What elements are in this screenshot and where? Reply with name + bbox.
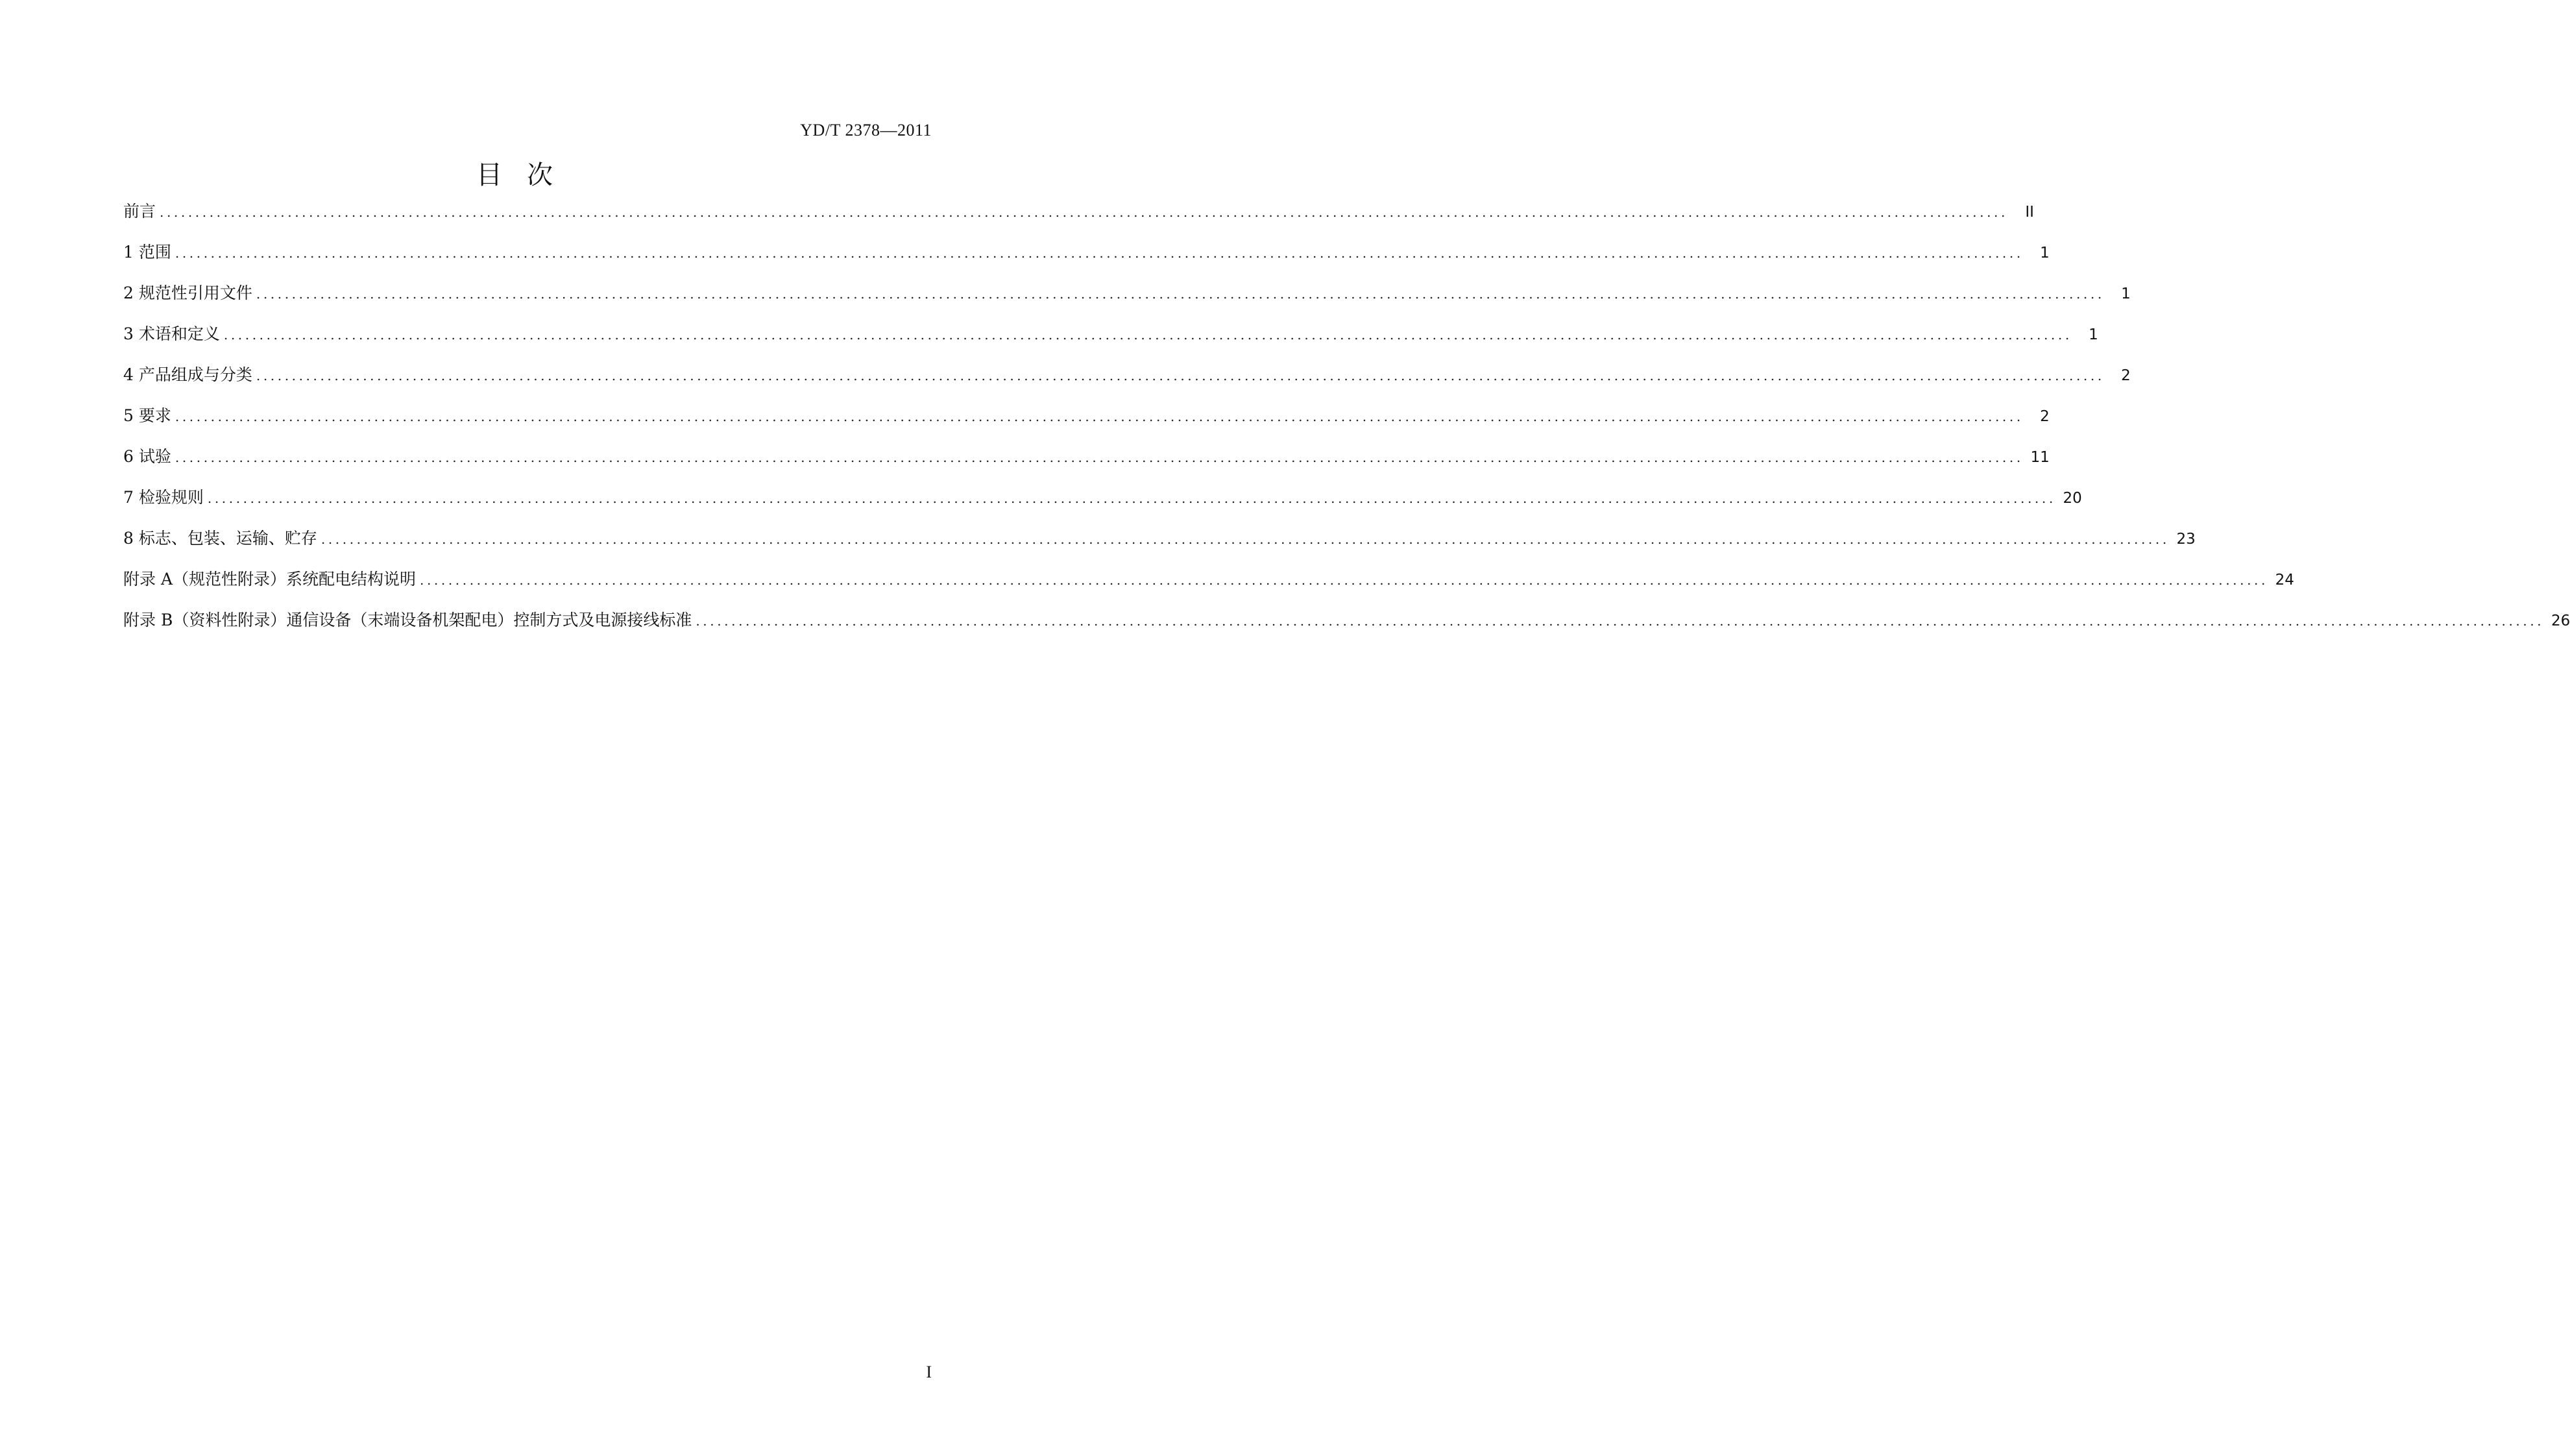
toc-entry-label: 前言: [123, 202, 156, 221]
toc-entry-marking-packaging[interactable]: [123, 526, 2196, 566]
toc-entry-tests[interactable]: [123, 444, 2050, 485]
toc-entry-label: 2 规范性引用文件: [123, 284, 252, 302]
toc-leader-dots: ....................................................................................................................................................................................................................................................................: [420, 572, 2268, 588]
toc-entry-label: 7 检验规则: [123, 488, 204, 507]
toc-entry-page: 11: [2030, 449, 2050, 466]
toc-leader-dots: ....................................................................................................................................................................................................................................................................: [256, 286, 2105, 302]
toc-entry-page: 2: [2040, 408, 2050, 425]
toc-leader-dots: ....................................................................................................................................................................................................................................................................: [321, 531, 2170, 547]
toc-leader-dots: ....................................................................................................................................................................................................................................................................: [223, 327, 2072, 343]
toc-entry-page: II: [2025, 204, 2034, 221]
toc-entry-normative-references[interactable]: [123, 280, 2131, 321]
toc-leader-dots: ....................................................................................................................................................................................................................................................................: [175, 450, 2024, 465]
toc-entry-page: 1: [2040, 245, 2050, 261]
toc-entry-product-composition[interactable]: [123, 362, 2131, 403]
toc-entry-inspection-rules[interactable]: [123, 485, 2082, 526]
page-number: I: [926, 1363, 932, 1381]
toc-leader-dots: ....................................................................................................................................................................................................................................................................: [696, 613, 2545, 629]
toc-entry-label: 8 标志、包装、运输、贮存: [123, 529, 317, 548]
toc-entry-page: 24: [2275, 572, 2294, 588]
standard-code: YD/T 2378—2011: [800, 121, 932, 140]
toc-entry-label: 1 范围: [123, 243, 171, 261]
toc-entry-page: 20: [2063, 490, 2082, 507]
toc-entry-requirements[interactable]: [123, 403, 2050, 444]
toc-leader-dots: ....................................................................................................................................................................................................................................................................: [175, 245, 2024, 261]
toc-entry-label: 4 产品组成与分类: [123, 365, 252, 384]
toc-entry-foreword[interactable]: [123, 199, 2034, 239]
toc-entry-label: 6 试验: [123, 447, 171, 466]
toc-entry-label: 3 术语和定义: [123, 324, 220, 343]
toc-entry-page: 1: [2089, 326, 2098, 343]
toc-entry-annex-a[interactable]: [123, 566, 2294, 607]
toc-entry-annex-b[interactable]: [123, 607, 2570, 648]
toc-entry-label: 附录 B（资料性附录）通信设备（末端设备机架配电）控制方式及电源接线标准: [123, 611, 692, 629]
toc-leader-dots: ....................................................................................................................................................................................................................................................................: [175, 409, 2024, 424]
toc-entry-page: 26: [2551, 613, 2570, 629]
toc-entry-scope[interactable]: [123, 239, 2050, 280]
toc-entry-label: 附录 A（规范性附录）系统配电结构说明: [123, 570, 417, 588]
table-of-contents: [123, 199, 2570, 648]
toc-entry-page: 23: [2176, 531, 2196, 548]
toc-entry-page: 1: [2121, 285, 2131, 302]
toc-leader-dots: ....................................................................................................................................................................................................................................................................: [160, 204, 2008, 220]
page-title: 目次: [476, 160, 577, 190]
toc-leader-dots: ....................................................................................................................................................................................................................................................................: [256, 368, 2105, 383]
toc-entry-page: 2: [2121, 367, 2131, 384]
toc-entry-label: 5 要求: [123, 406, 171, 425]
toc-entry-terms-definitions[interactable]: [123, 321, 2098, 362]
toc-leader-dots: ....................................................................................................................................................................................................................................................................: [207, 491, 2056, 506]
